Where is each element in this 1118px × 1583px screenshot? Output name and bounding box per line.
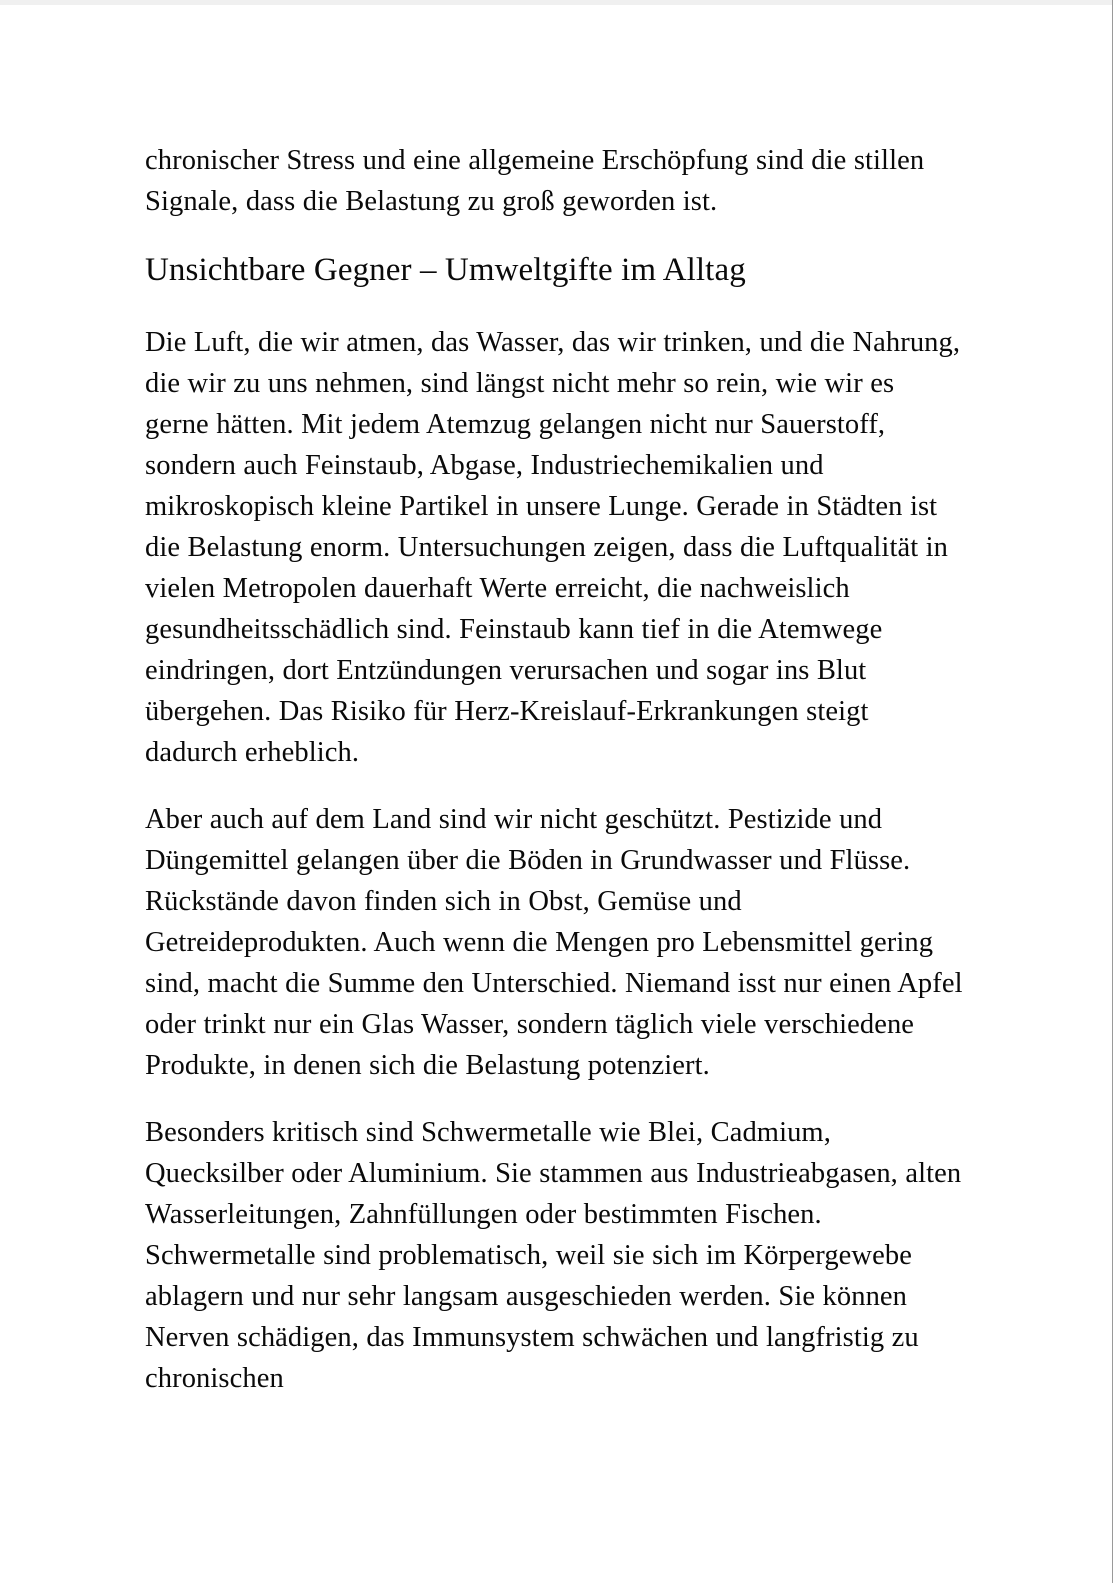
- continued-paragraph: chronischer Stress und eine allgemeine Erschöpfung sind die stillen Signale, dass die Belastung zu groß geworden ist.: [145, 145, 925, 217]
- body-paragraph-3: Besonders kritisch sind Schwermetalle wie Blei, Cadmium, Quecksilber oder Aluminium. Sie stammen aus Industrieabgasen, alten Wasserleitungen, Zahnfüllungen oder bestimmten Fischen. Schwermetalle sind problematisch, weil sie sich im Körpergewebe ablagern und nur sehr langsam ausgeschieden werden. Sie können Nerven schädigen, das Immunsystem schwächen und langfristig zu chronischen: [145, 1117, 962, 1394]
- section-heading: Unsichtbare Gegner – Umweltgifte im Alltag: [145, 252, 746, 288]
- body-paragraph-2: Aber auch auf dem Land sind wir nicht geschützt. Pestizide und Düngemittel gelangen über die Böden in Grundwasser und Flüsse. Rückstände davon finden sich in Obst, Gemüse und Getreideprodukten. Auch wenn die Mengen pro Lebensmittel gering sind, macht die Summe den Unterschied. Niemand isst nur einen Apfel oder trinkt nur ein Glas Wasser, sondern täglich viele verschiedene Produkte, in denen sich die Belastung potenziert.: [145, 804, 963, 1081]
- body-paragraph-1: Die Luft, die wir atmen, das Wasser, das wir trinken, und die Nahrung, die wir zu uns nehmen, sind längst nicht mehr so rein, wie wir es gerne hätten. Mit jedem Atemzug gelangen nicht nur Sauerstoff, sondern auch Feinstaub, Abgase, Industriechemikalien und mikroskopisch kleine Partikel in unsere Lunge. Gerade in Städten ist die Belastung enorm. Untersuchungen zeigen, dass die Luftqualität in vielen Metropolen dauerhaft Werte erreicht, die nachweislich gesundheitsschädlich sind. Feinstaub kann tief in die Atemwege eindringen, dort Entzündungen verursachen und sogar ins Blut übergehen. Das Risiko für Herz-Kreislauf-Erkrankungen steigt dadurch erheblich.: [145, 327, 961, 768]
- right-edge-rule: [1112, 0, 1113, 1583]
